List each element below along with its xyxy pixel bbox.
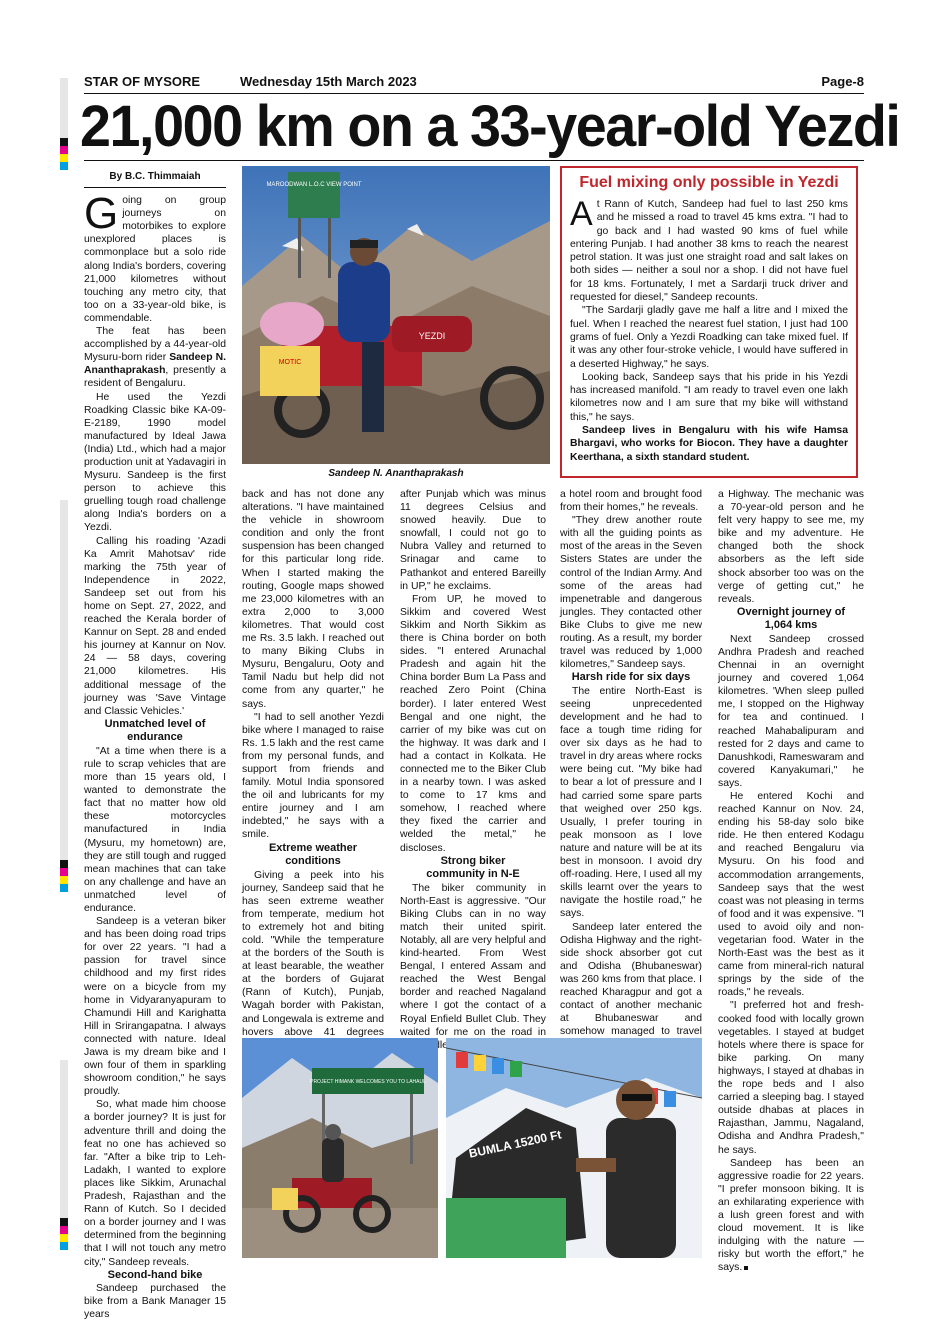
- page-number: Page-8: [821, 74, 864, 89]
- paragraph: The feat has been accomplished by a 44-year-old Mysuru-born rider Sandeep N. Ananthaprakash, presently a resident of Bengaluru.: [84, 326, 226, 390]
- paragraph: Calling his roading 'Azadi Ka Amrit Mahotsav' ride marking the 75th year of Independence in 2022, Sandeep set out from his home on Sept. 27, 2022, and reached the Kerala border of Kannur on Sept. 28 and ended his journey at Kannur on Nov. 24 — 58 days, covering 21,000 kilometres. His additional message of the journey was 'Save Vintage and Classic Vehicles.': [84, 535, 226, 717]
- dropcap: G: [84, 189, 119, 239]
- paragraph: a hotel room and brought food from their homes," he reveals.: [560, 489, 702, 514]
- headline-rule: [84, 160, 864, 161]
- byline: By B.C. Thimmaiah: [109, 171, 201, 182]
- paragraph: Sandeep later entered the Odisha Highway and the right-side shock absorber got cut and Odisha (Bhubaneswar) was 260 kms from that place. I reached Kharagpur and got a contact of another mechanic at Bhubaneswar and somehow managed to travel: [560, 921, 702, 1038]
- sign-text: MAROODWAN L.O.C VIEW POINT: [266, 182, 362, 188]
- paragraph: The entire North-East is seeing unprecedented development and he had to face a tough time riding for over six days as he had to travel in dry areas where rocks were being cut. "My bike had to bear a lot of pressure and I had carried some spare parts that weighed over 250 kgs. Usually, I prefer touring in peak monsoon as I love nature and nature will be at its best in monsoon. I avoid dry off-roading. Here, I used all my skills learnt over the years to navigate the hostile road," he says.: [560, 685, 702, 920]
- registration-marks-bottom: [60, 1060, 68, 1250]
- column-4: [560, 488, 702, 1051]
- main-photo-caption: Sandeep N. Ananthaprakash: [328, 468, 464, 479]
- paragraph: Sandeep has been an aggressive roadie for 22 years. "I prefer monsoon biking. It is an exhilarating experience with a lush green forest and with cloud movement. It is like indulging with the nature — risky but worth the effort," he says.: [718, 1157, 864, 1274]
- paragraph: Next Sandeep crossed Andhra Pradesh and reached Chennai in an overnight journey and covered 1,064 kilometres. 'When sleep pulled me, I stopped on the Highway for tea and continued. I reached Mahabalipuram and rested for 2 days and came to Danushkodi, Rameswaram and covered Kanyakumari," he says.: [718, 633, 864, 789]
- subheading: Second-hand bike: [107, 1268, 203, 1281]
- paragraph: after Punjab which was minus 11 degrees Celsius and snowed heavily. Due to snowfall, I could not go to Nubra Valley and returned to Srinagar and came to Pathankot and entered Bareilly in UP," he exclaims.: [400, 489, 546, 592]
- sidebar-paragraph: Looking back, Sandeep says that his pride in his Yezdi has increased manifold. "I am ready to travel even one lakh kilometres now and I am sure that my bike will withstand this," he says.: [570, 371, 848, 423]
- paragraph: "They drew another route with all the guiding points as most of the areas in the Seven Sisters States are under the control of the Indian Army. And some of the areas had impenetrable and dangerous jungles. They contacted other Bike Clubs to give me new routing. As a result, my border travel was reduced by 1,000 kilometres," Sandeep says.: [560, 515, 702, 671]
- sidebar-title: Fuel mixing only possible in Yezdi: [579, 174, 839, 191]
- sidebar-paragraph: "The Sardarji gladly gave me half a litre and I mixed the fuel. When I reached the nearest fuel station, I just had 100 grams of fuel. Only a Yezdi Roadking can take mixed fuel. If it was any other four-stroke vehicle, I would have suffered in a deserted Highway," he says.: [570, 305, 848, 370]
- lahaul-sign-text: PROJECT HIMANK WELCOMES YOU TO LAHAUL: [310, 1079, 426, 1085]
- paragraph: The biker community in North-East is aggressive. "Our Biking Clubs can in no way match their united spirit. Notably, all are very helpful and kind-hearted. From West Bengal, I entered Assam and reached the West Bengal border and reached Nagaland where I got the contact of a Royal Enfield Bullet Club. They waited for me on the road in: [400, 882, 546, 1038]
- subheading: Overnight journey of 1,064 kms: [736, 605, 846, 632]
- lahaul-sign-illustration: [242, 1038, 438, 1258]
- tank-text: YEZDI: [418, 331, 446, 341]
- registration-marks-top: [60, 78, 68, 178]
- subheading: Unmatched level of endurance: [104, 717, 206, 744]
- paragraph: Sandeep is a veteran biker and has been doing road trips for over 22 years. "I had a passion for travel since childhood and my first rides were on a bicycle from my home in Vidyaranyapuram to Chamundi Hill and Karighatta Hill in Srirangapatna. I always connected with nature. Ideal Jawa is my dream bike and I own four of them in sparkling showroom condition," he says proudly.: [84, 916, 226, 1098]
- subheading: Strong biker community in N-E: [426, 854, 520, 881]
- headline: 21,000 km on a 33-year-old Yezdi: [80, 94, 900, 159]
- photo-lahaul-sign: [242, 1038, 438, 1258]
- column-3: [400, 488, 546, 1052]
- mountain-bike-illustration: [242, 166, 550, 464]
- lead-paragraph: Going on group journeys on motorbikes to explore unexplored places is commonplace but a solo ride along India's borders, covering 21,000 kilometres without touching any metro city, that too on a 33-year-old bike, is commendable.: [84, 189, 226, 324]
- subheading: Extreme weather conditions: [268, 841, 358, 868]
- bumla-illustration: [446, 1038, 702, 1258]
- paragraph: He entered Kochi and reached Kannur on Nov. 24, ending his 58-day solo bike ride. He then entered Kodagu and reached Bengaluru via Mysuru. On his food and accommodation arrangements, Sandeep says that the west coast was not pleasing in terms of food and it was expensive. "I used to avoid oily and non-vegetarian food. Water in the North-East was the best as it came from mineral-rich natural springs by the side of the roads," he reveals.: [718, 790, 864, 999]
- masthead: [84, 74, 864, 92]
- paragraph: Giving a peek into his journey, Sandeep said that he has seen extreme weather from temperate, medium hot to extremely hot and biting cold. "While the temperature at the borders of the South is at least bearable, the weather at the borders of Gujarat (Rann of Kutch), Punjab, Wagah border with Pakistan, and Longewala is extreme and hovers above 41 degrees: [242, 869, 384, 1038]
- paragraph: So, what made him choose a border journey? It is just for adventure thrill and doing the feat no one has achieved so far. "After a bike trip to Leh-Ladakh, I wanted to explore places like Sikkim, Arunachal Pradesh, Rajasthan and the Rann of Kutch. So I decided on a border journey and I was determined from the beginning that I will not touch any metro city," Sandeep reveals.: [84, 1099, 226, 1268]
- end-mark: [744, 1266, 748, 1270]
- paragraph: From UP, he moved to Sikkim and covered West Sikkim and North Sikkim as there is China border on both sides. "I entered Arunachal Pradesh and again hit the China border Bum La Pass and reached Zero Point (China border). I later entered West Bengal and one night, the carrier of my bike was cut on the highway. It was dark and I had a contact in Kolkata. He connected me to the Biker Club in a nearby town. I was asked to come to 17 kms and somehow, I reached where they fixed the carrier and welded the metal," he discloses.: [400, 593, 546, 854]
- paragraph: "I had to sell another Yezdi bike where I managed to raise Rs. 1.5 lakh and the rest came from my personal funds, and support from friends and family. Motul India sponsored the oil and lubricants for my entire journey and I am indebted," he says with a smile.: [242, 711, 384, 841]
- paragraph: Sandeep purchased the bike from a Bank Manager 15 years: [84, 1283, 226, 1321]
- sidebar-closing: Sandeep lives in Bengaluru with his wife Hamsa Bhargavi, who works for Biocon. They have a daughter Keerthana, a sixth standard student.: [570, 425, 848, 463]
- bumla-text: BUMLA 15200 Ft: [467, 1127, 563, 1161]
- column-1: [84, 170, 226, 1321]
- main-photo-rider-with-bike: [242, 166, 550, 464]
- paragraph: back and has not done any alterations. "I have maintained the vehicle in showroom condition and only the front suspension has been changed for this particular long ride. When I started making the routing, Google maps showed me 23,000 kilometres with an extra 2,000 to 3,000 kilometres. That would cost me Rs. 3.5 lakh. I reached out to many Biking Clubs in Mysuru, Bengaluru, Ooty and Tamil Nadu but help did not come from any quarter," he says.: [242, 489, 384, 710]
- column-5: [718, 488, 864, 1274]
- paragraph: "At a time when there is a rule to scrap vehicles that are more than 15 years old, I wanted to demonstrate the fact that no matter how old these motorcycles manufactured in India (Mysuru, my hometown) are, they are still tough and rugged mean machines that can take on any challenge and have an unmatched level of endurance.: [84, 745, 226, 914]
- pannier-text: MOTIC: [278, 359, 302, 366]
- paragraph: a Highway. The mechanic was a 70-year-old person and he felt very happy to see me, my bike and my adventure. He changed both the shock absorbers as the left side shock absorber too was on the verge of getting cut," he reveals.: [718, 489, 864, 605]
- subheading: Harsh ride for six days: [571, 671, 691, 684]
- paragraph: "I preferred hot and fresh-cooked food with locally grown vegetables. I stayed at budget hotels where there is space for bike parking. On many highways, I stayed at dhabas in the rope beds and I also carried a sleeping bag. I stayed outside dhabas at places in Rajasthan, Jammu, Nagaland, Odisha and Andhra Pradesh," he says.: [718, 1000, 864, 1156]
- photo-bumla-pass: [446, 1038, 702, 1258]
- registration-marks-mid: [60, 500, 68, 890]
- sidebar-box: [560, 166, 858, 478]
- column-2: [242, 488, 384, 1065]
- sidebar-dropcap: A: [570, 195, 593, 233]
- issue-date: Wednesday 15th March 2023: [240, 74, 417, 89]
- sidebar-lead: At Rann of Kutch, Sandeep had fuel to last 250 kms and he missed a road to travel 45 kms extra. "I had to go back and I had wasted 90 kms of fuel while entering Punjab. I had another 38 kms to reach the nearest petrol station. It was just one straight road and salt lakes on both sides — neither a soul nor a shop. I did not have fuel for 18 kms. Fortunately, I met a Sardarji truck driver and requested for diesel," Sandeep recounts.: [570, 195, 848, 304]
- paragraph: He used the Yezdi Roadking Classic bike KA-09-E-2189, 1990 model manufactured by Ideal Jawa (India) Ltd., which had a major production unit at Yadavagiri in Mysuru. Sandeep is the first person to achieve this gruelling tough road challenge along India's borders on a Yezdi.: [84, 391, 226, 534]
- paper-name: STAR OF MYSORE: [84, 74, 201, 89]
